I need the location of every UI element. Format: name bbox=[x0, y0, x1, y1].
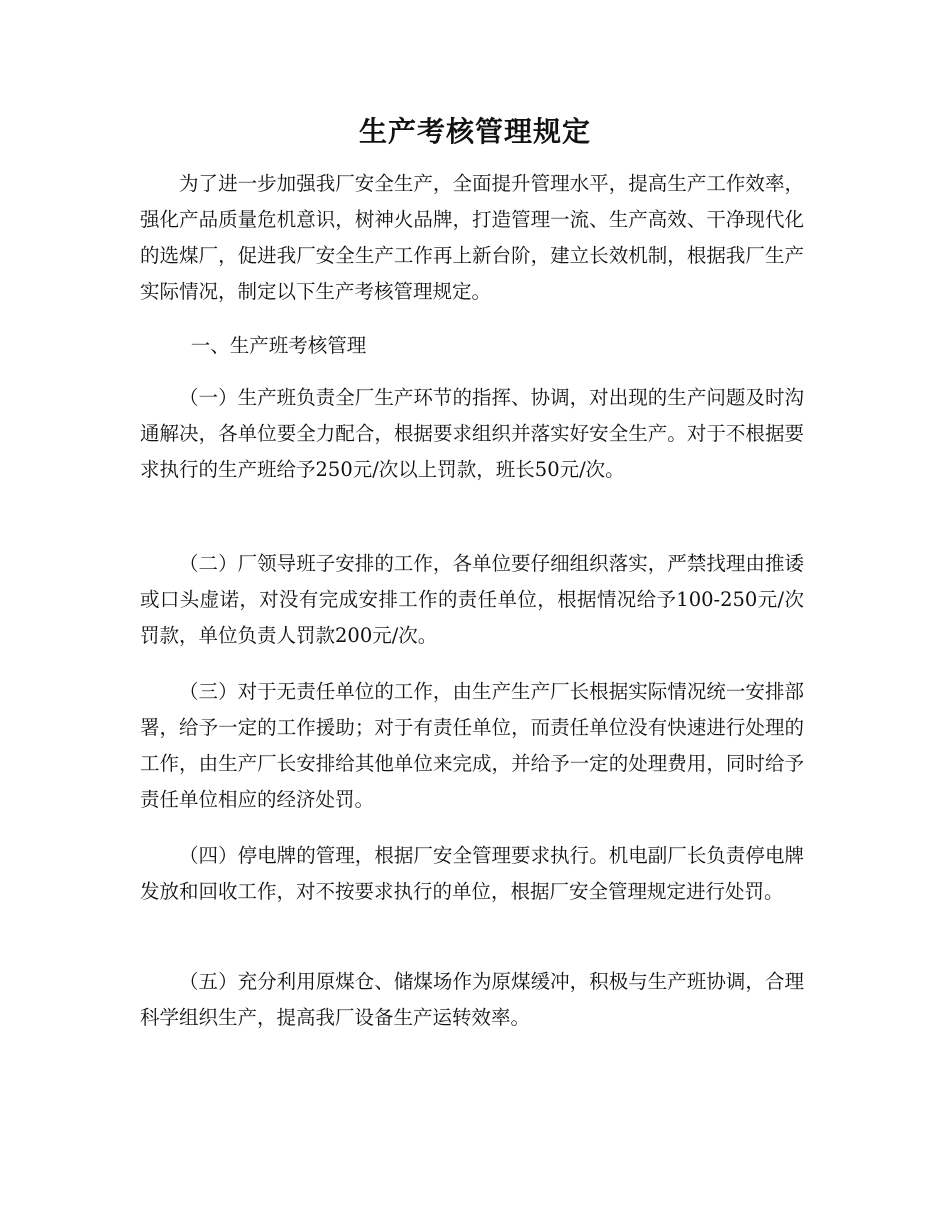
document-title: 生产考核管理规定 bbox=[358, 115, 591, 148]
clause-paragraph-2: （二）厂领导班子安排的工作，各单位要仔细组织落实，严禁找理由推诿或口头虚诺，对没有完成安排工作的责任单位，根据情况给予100-250元/次罚款，单位负责人罚款200元/次。 bbox=[140, 552, 804, 647]
clause-paragraph-5: （五）充分利用原煤仓、储煤场作为原煤缓冲，积极与生产班协调，合理科学组织生产，提高我厂设备生产运转效率。 bbox=[140, 970, 804, 1029]
intro-paragraph: 为了进一步加强我厂安全生产，全面提升管理水平，提高生产工作效率，强化产品质量危机意识，树神火品牌，打造管理一流、生产高效、干净现代化的选煤厂，促进我厂安全生产工作再上新台阶，建立长效机制，根据我厂生产实际情况，制定以下生产考核管理规定。 bbox=[140, 172, 804, 303]
section-heading: 一、生产班考核管理 bbox=[190, 334, 367, 357]
clause-paragraph-4: （四）停电牌的管理，根据厂安全管理要求执行。机电副厂长负责停电牌发放和回收工作，对不按要求执行的单位，根据厂安全管理规定进行处罚。 bbox=[140, 844, 804, 903]
clause-paragraph-1: （一）生产班负责全厂生产环节的指挥、协调，对出现的生产问题及时沟通解决，各单位要全力配合，根据要求组织并落实好安全生产。对于不根据要求执行的生产班给予250元/次以上罚款，班长50元/次。 bbox=[140, 386, 804, 481]
clause-paragraph-3: （三）对于无责任单位的工作，由生产生产厂长根据实际情况统一安排部署，给予一定的工作援助；对于有责任单位，而责任单位没有快速进行处理的工作，由生产厂长安排给其他单位来完成，并给予一定的处理费用，同时给予责任单位相应的经济处罚。 bbox=[140, 680, 804, 811]
